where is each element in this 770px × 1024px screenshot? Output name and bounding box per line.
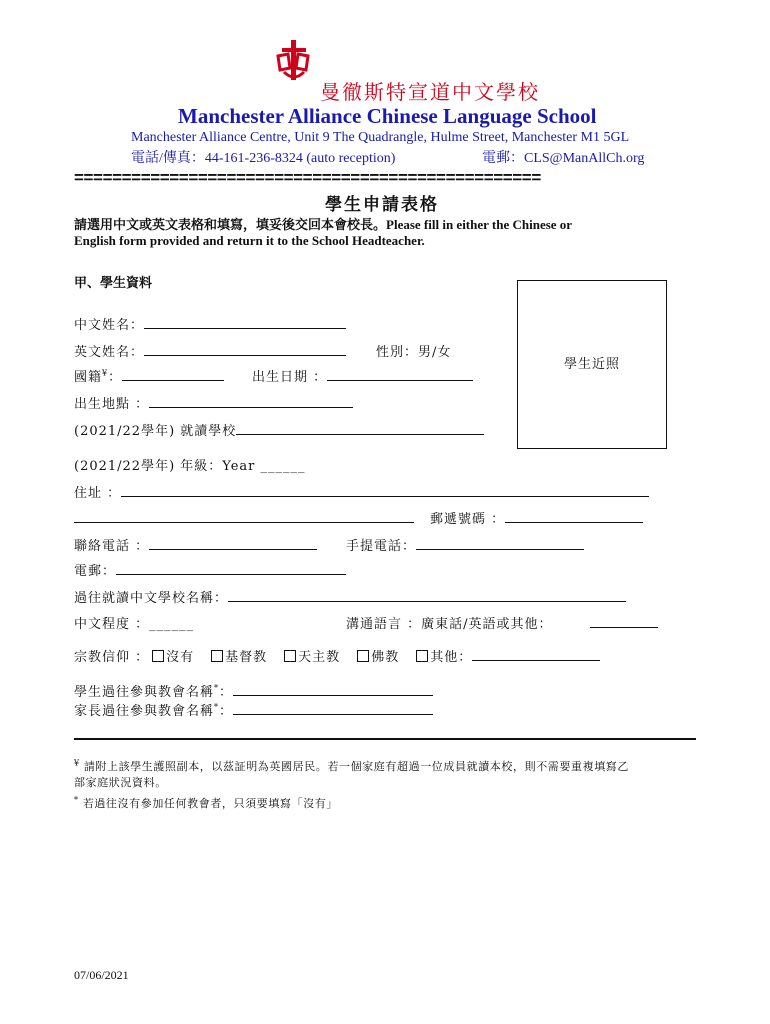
address-field-2[interactable]: [74, 508, 414, 523]
school-label: (2021/22學年) 就讀學校: [74, 424, 237, 439]
nationality-label: 國籍: [74, 370, 103, 385]
mobile-label: 手提電話：: [346, 539, 417, 554]
header-separator: =================================================: [74, 168, 541, 187]
cross-logo-icon: [272, 38, 316, 82]
religion-option-other: 其他：: [430, 650, 473, 665]
email-row: [74, 560, 346, 579]
birthplace-field[interactable]: [149, 393, 353, 408]
dob-label: 出生日期 ：: [252, 370, 328, 385]
parent-church-label: 家長過往參與教會名稱: [74, 704, 215, 719]
postcode-label: 郵遞號碼 ：: [430, 512, 506, 527]
email-field[interactable]: [116, 560, 346, 575]
footnote-2-text: 若過往沒有參加任何教會者，只須要填寫「沒有」: [82, 797, 338, 810]
parent-church-colon: ：: [219, 704, 234, 719]
section-a-heading: 甲、學生資料: [74, 276, 153, 291]
nationality-field[interactable]: [122, 366, 224, 381]
parent-church-row: [74, 700, 433, 719]
footnote-divider: [74, 738, 696, 740]
address-label: 住址 ：: [74, 486, 122, 501]
school-name-chinese: 曼徹斯特宣道中文學校: [320, 80, 540, 104]
contact-phone-row: [74, 535, 317, 554]
english-name-label: 英文姓名：: [74, 345, 145, 360]
contact-phone-field[interactable]: [149, 535, 317, 550]
school-phone: 電話/傳真：44-161-236-8324 (auto reception): [131, 151, 396, 166]
grade-field[interactable]: (2021/22學年) 年級：Year ______: [74, 459, 306, 474]
chinese-name-label: 中文姓名：: [74, 318, 145, 333]
school-field[interactable]: [236, 420, 484, 435]
instruction-english-1: Please fill in either the Chinese or: [386, 217, 573, 232]
dob-row: [252, 366, 473, 385]
prev-school-row: [74, 587, 626, 606]
photo-box[interactable]: [517, 280, 667, 449]
instruction-english-2: English form provided and return it to the School Headteacher.: [74, 233, 425, 248]
religion-other-checkbox[interactable]: [416, 650, 428, 662]
religion-option-none: 沒有: [166, 650, 195, 665]
form-title: 學生申請表格: [325, 195, 439, 215]
english-name-field[interactable]: [144, 341, 346, 356]
religion-row: [74, 646, 600, 665]
nationality-mark: ¥: [102, 368, 109, 378]
chinese-level-field[interactable]: 中文程度 ：______: [74, 617, 195, 632]
birthplace-row: [74, 393, 353, 412]
gender-label[interactable]: 性別：男/女: [376, 345, 452, 360]
religion-label: 宗教信仰 ：: [74, 650, 150, 665]
parent-church-mark: *: [214, 702, 220, 712]
footnote-1-mark: ¥: [74, 758, 80, 768]
religion-other-field[interactable]: [472, 646, 600, 661]
postcode-row: [430, 508, 643, 527]
student-church-row: [74, 681, 433, 700]
religion-none-checkbox[interactable]: [152, 650, 164, 662]
form-date: 07/06/2021: [74, 968, 129, 982]
footnote-1-line-1: 請附上該學生護照副本，以茲証明為英國居民。若一個家庭有超過一位成員就讀本校，則不需要重複填寫乙: [83, 760, 630, 773]
student-church-colon: ：: [219, 685, 234, 700]
chinese-name-row: [74, 314, 346, 333]
language-other-field[interactable]: [590, 613, 658, 628]
prev-school-label: 過往就讀中文學校名稱：: [74, 591, 229, 606]
prev-school-field[interactable]: [228, 587, 626, 602]
school-logo: [272, 38, 316, 82]
chinese-name-field[interactable]: [144, 314, 346, 329]
postcode-field[interactable]: [505, 508, 643, 523]
email-label: 電郵：: [74, 564, 117, 579]
instruction-line-1: [74, 214, 572, 233]
nationality-colon: ：: [108, 370, 123, 385]
language-row: [346, 613, 553, 632]
footnote-2-mark: *: [74, 795, 79, 805]
address-field-1[interactable]: [121, 482, 649, 497]
address-row: [74, 482, 649, 501]
mobile-field[interactable]: [416, 535, 584, 550]
religion-christian-checkbox[interactable]: [211, 650, 223, 662]
dob-field[interactable]: [327, 366, 473, 381]
religion-buddhist-checkbox[interactable]: [357, 650, 369, 662]
school-name-english: Manchester Alliance Chinese Language School: [178, 104, 597, 128]
footnote-1: [74, 758, 629, 774]
language-label: 溝通語言 ：廣東話/英語或其他：: [346, 617, 553, 632]
school-email: 電郵：CLS@ManAllCh.org: [482, 151, 645, 166]
student-church-field[interactable]: [233, 681, 433, 696]
photo-label: 學生近照: [563, 357, 620, 372]
school-row: [74, 420, 484, 439]
mobile-row: [346, 535, 584, 554]
footnote-1-line-2: 部家庭狀況資料。: [74, 776, 167, 789]
religion-option-catholic: 天主教: [298, 650, 341, 665]
religion-option-christian: 基督教: [225, 650, 268, 665]
student-church-label: 學生過往參與教會名稱: [74, 685, 215, 700]
religion-catholic-checkbox[interactable]: [284, 650, 296, 662]
nationality-row: [74, 366, 224, 385]
english-name-row: [74, 341, 346, 360]
religion-option-buddhist: 佛教: [371, 650, 400, 665]
footnote-2: [74, 795, 338, 811]
school-address: Manchester Alliance Centre, Unit 9 The Quadrangle, Hulme Street, Manchester M1 5GL: [131, 130, 630, 145]
contact-phone-label: 聯絡電話 ：: [74, 539, 150, 554]
parent-church-field[interactable]: [233, 700, 433, 715]
instruction-chinese: 請選用中文或英文表格和填寫，填妥後交回本會校長。: [74, 217, 387, 232]
birthplace-label: 出生地點 ：: [74, 397, 150, 412]
student-church-mark: *: [214, 683, 220, 693]
